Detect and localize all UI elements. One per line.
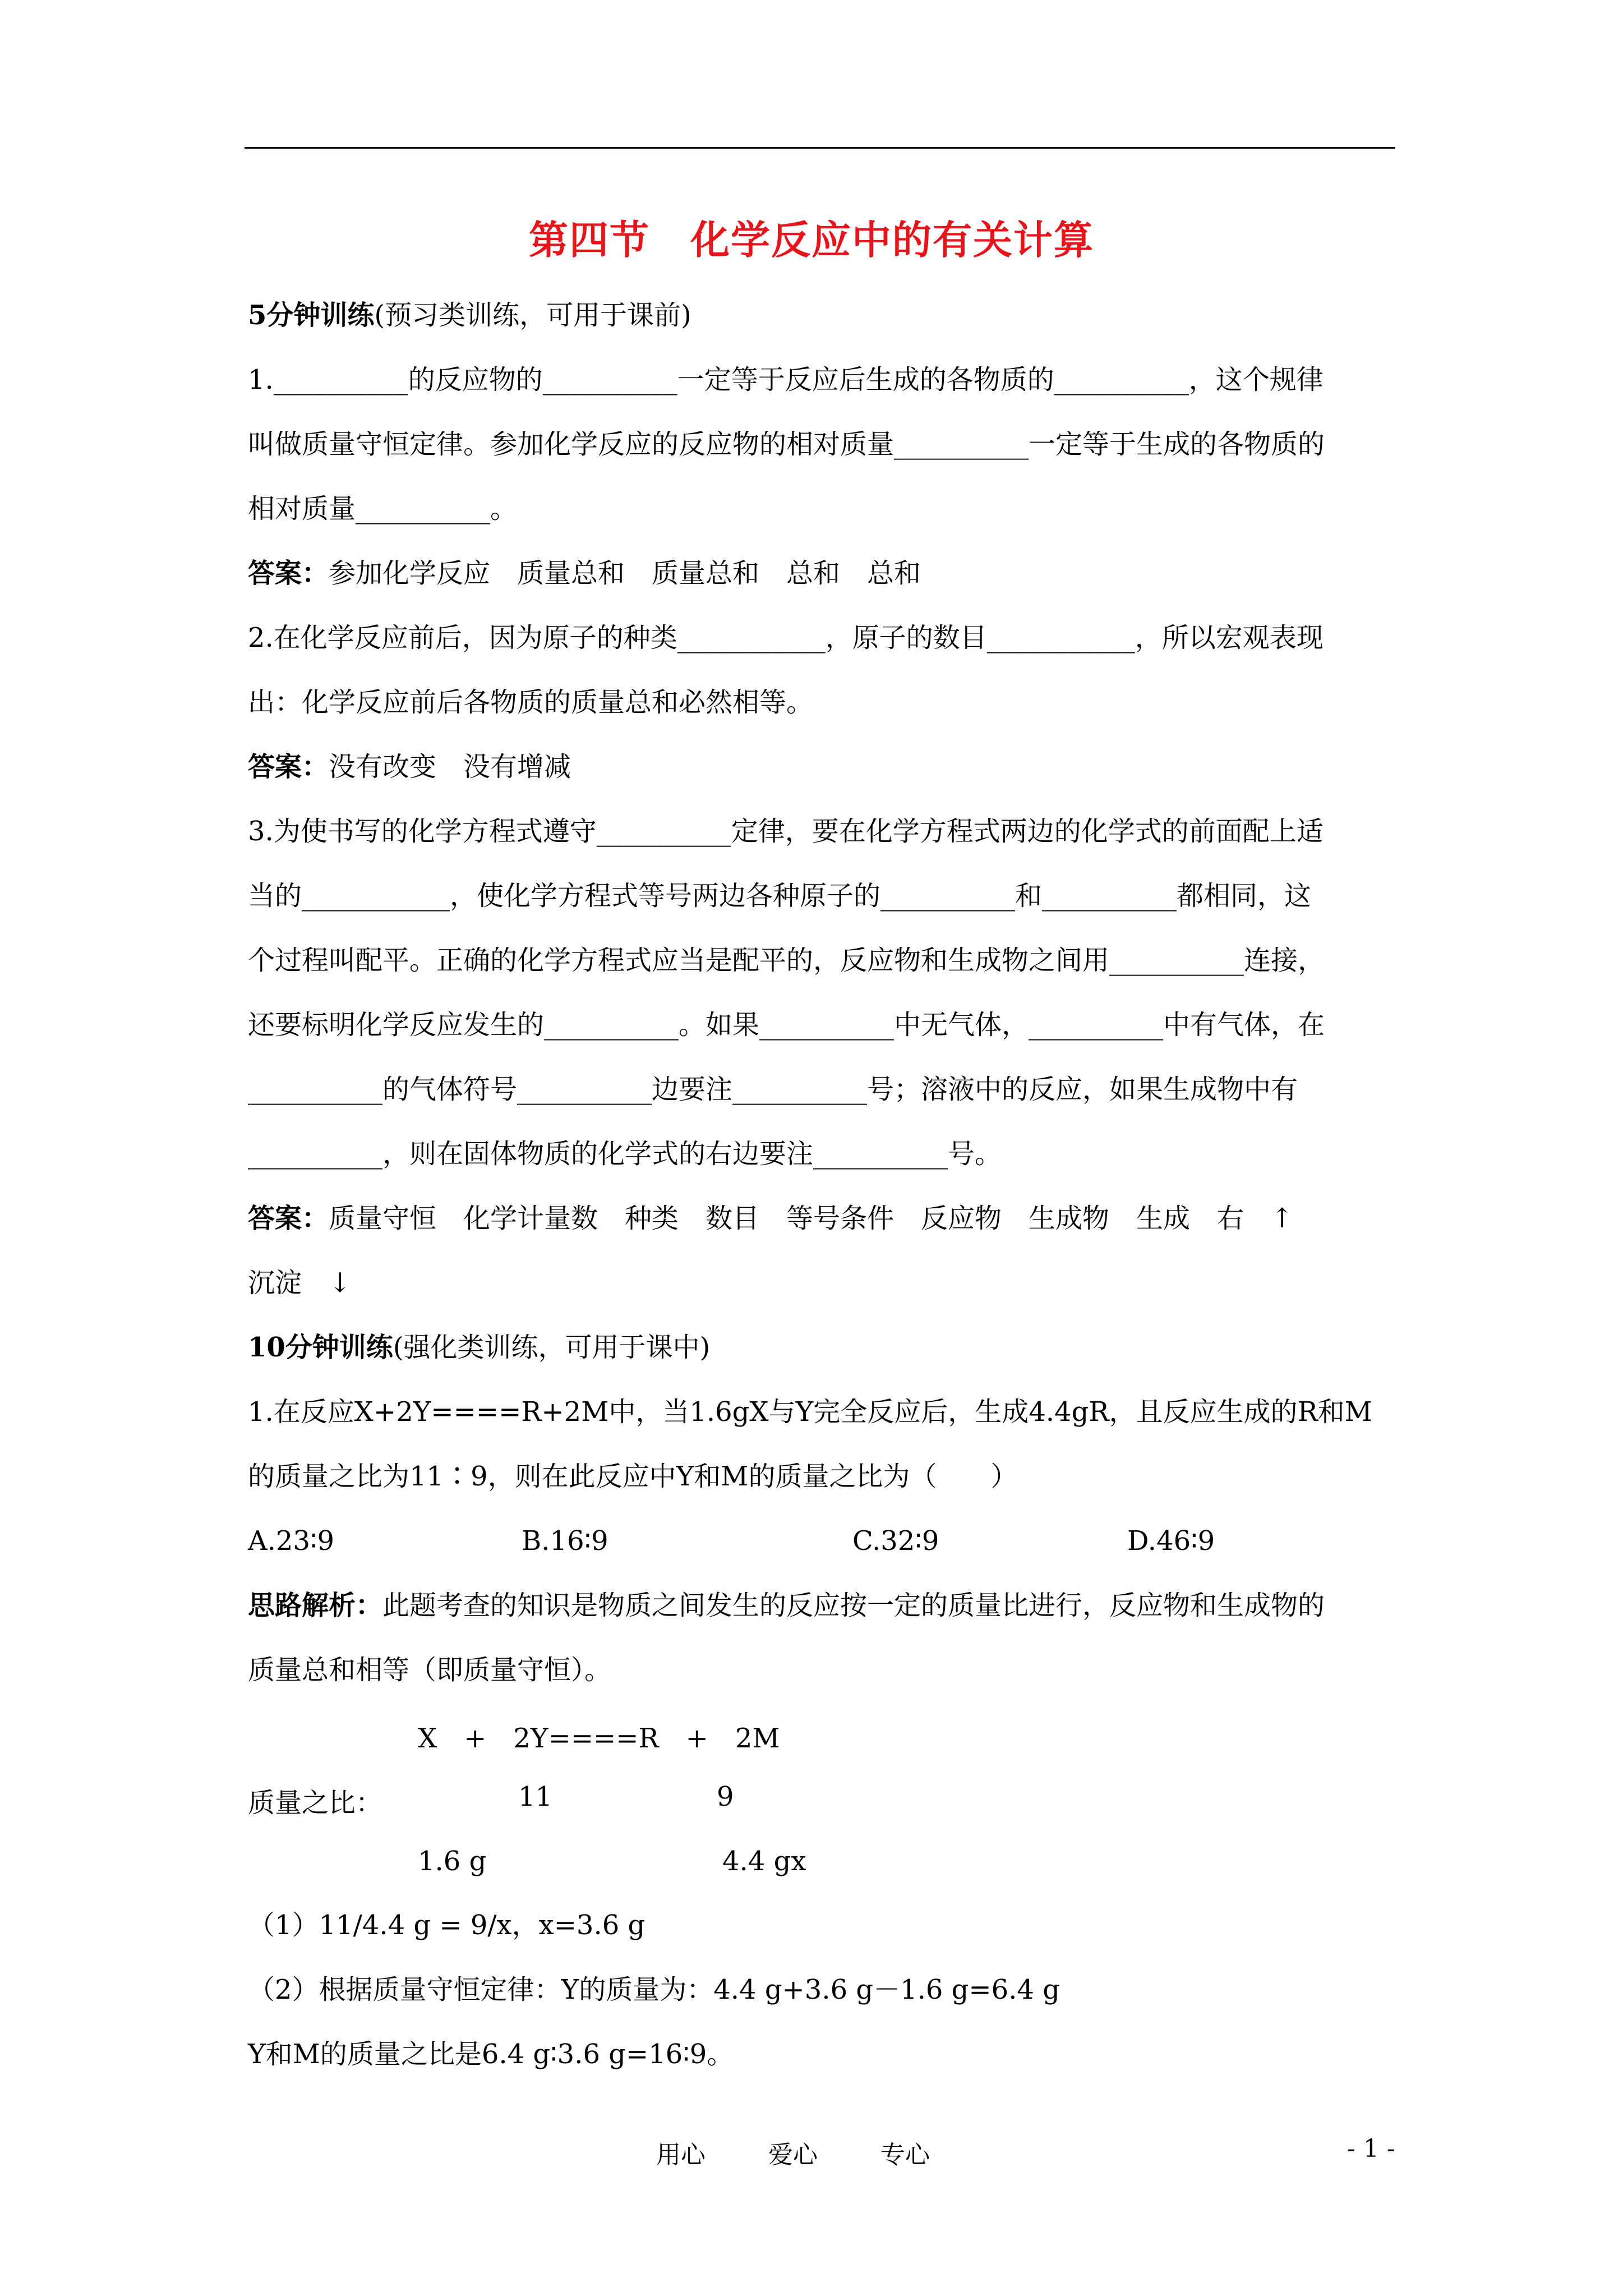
question-1-line-1: 1.__________的反应物的__________一定等于反应后生成的各物质的__________，这个规律 [248, 364, 1324, 395]
solution-step-2: （2）根据质量守恒定律：Y的质量为：4.4 g+3.6 g－1.6 g=6.4 g [248, 1974, 1060, 2005]
page-title: 第四节 化学反应中的有关计算 [529, 217, 1094, 263]
answer-label: 答案： [248, 558, 329, 589]
analysis-line-2: 质量总和相等（即质量守恒）。 [248, 1654, 612, 1686]
analysis-label: 思路解析： [248, 1590, 383, 1621]
option-d: D.46∶9 [1127, 1525, 1215, 1557]
section-heading-rest: (强化类训练，可用于课中) [393, 1332, 711, 1363]
ratio-m: 9 [717, 1781, 734, 1812]
ratio-r: 11 [518, 1781, 553, 1812]
section-heading-5min [248, 283, 1395, 348]
option-b: B.16∶9 [522, 1525, 608, 1557]
solution-step-1: （1）11/4.4 g = 9/x，x=3.6 g [248, 1910, 645, 1941]
section-heading-bold: 10分钟训练 [248, 1332, 393, 1363]
option-a: A.23∶9 [248, 1525, 335, 1557]
question-1-line-3: 相对质量__________。 [248, 493, 518, 524]
answer-text: 质量守恒 化学计量数 种类 数目 等号条件 反应物 生成物 生成 右 ↑ [329, 1203, 1294, 1234]
answer-3 [248, 1186, 1395, 1251]
section-heading-rest: (预习类训练，可用于课前) [374, 300, 691, 331]
solution-conclusion: Y和M的质量之比是6.4 g∶3.6 g=16∶9。 [248, 2039, 734, 2070]
analysis-line-1 [248, 1573, 1395, 1638]
footer-mid: 爱心 [768, 2141, 818, 2169]
page-number: - 1 - [1347, 2134, 1395, 2163]
section-heading-10min [248, 1315, 1395, 1380]
footer-right: 专心 [880, 2141, 930, 2169]
question-3-line-1: 3.为使书写的化学方程式遵守__________定律，要在化学方程式两边的化学式的前面配上适 [248, 816, 1324, 847]
question-2-line-1: 2.在化学反应前后，因为原子的种类___________，原子的数目___________，所以宏观表现 [248, 622, 1324, 654]
question-2-1-line-2: 的质量之比为11∶9，则在此反应中Y和M的质量之比为（ ） [248, 1461, 1018, 1492]
answer-label: 答案： [248, 751, 329, 783]
question-1-line-2: 叫做质量守恒定律。参加化学反应的反应物的相对质量__________一定等于生成的各物质的 [248, 429, 1325, 460]
answer-3-continued: 沉淀 ↓ [248, 1267, 352, 1299]
question-2-line-2: 出：化学反应前后各物质的质量总和必然相等。 [248, 687, 814, 718]
footer-left: 用心 [656, 2141, 706, 2169]
answer-label: 答案： [248, 1203, 329, 1234]
header-rule [245, 147, 1395, 149]
answer-text: 参加化学反应 质量总和 质量总和 总和 总和 [329, 558, 921, 589]
question-2-1-line-1: 1.在反应X+2Y====R+2M中，当1.6gX与Y完全反应后，生成4.4gR，且反应生成的R和M [248, 1396, 1372, 1428]
answer-1 [248, 541, 1395, 606]
question-3-line-6: __________，则在固体物质的化学式的右边要注__________号。 [248, 1138, 1002, 1170]
ratio-label: 质量之比： [248, 1787, 383, 1819]
section-heading-bold: 5分钟训练 [248, 300, 375, 331]
option-c: C.32∶9 [852, 1525, 939, 1557]
question-3-line-3: 个过程叫配平。正确的化学方程式应当是配平的，反应物和生成物之间用__________连接， [248, 945, 1325, 976]
question-3-line-4: 还要标明化学反应发生的__________。如果__________中无气体，__________中有气体，在 [248, 1009, 1325, 1041]
question-3-line-5: __________的气体符号__________边要注__________号；溶液中的反应，如果生成物中有 [248, 1074, 1298, 1105]
answer-2 [248, 735, 1395, 799]
equation: X + 2Y====R + 2M [418, 1723, 780, 1754]
analysis-text: 此题考查的知识是物质之间发生的反应按一定的质量比进行，反应物和生成物的 [382, 1590, 1325, 1621]
mass-r: 4.4 gx [722, 1846, 806, 1877]
mass-x: 1.6 g [418, 1846, 487, 1877]
answer-text: 没有改变 没有增减 [329, 751, 571, 783]
question-3-line-2: 当的___________，使化学方程式等号两边各种原子的__________和__________都相同，这 [248, 880, 1312, 912]
